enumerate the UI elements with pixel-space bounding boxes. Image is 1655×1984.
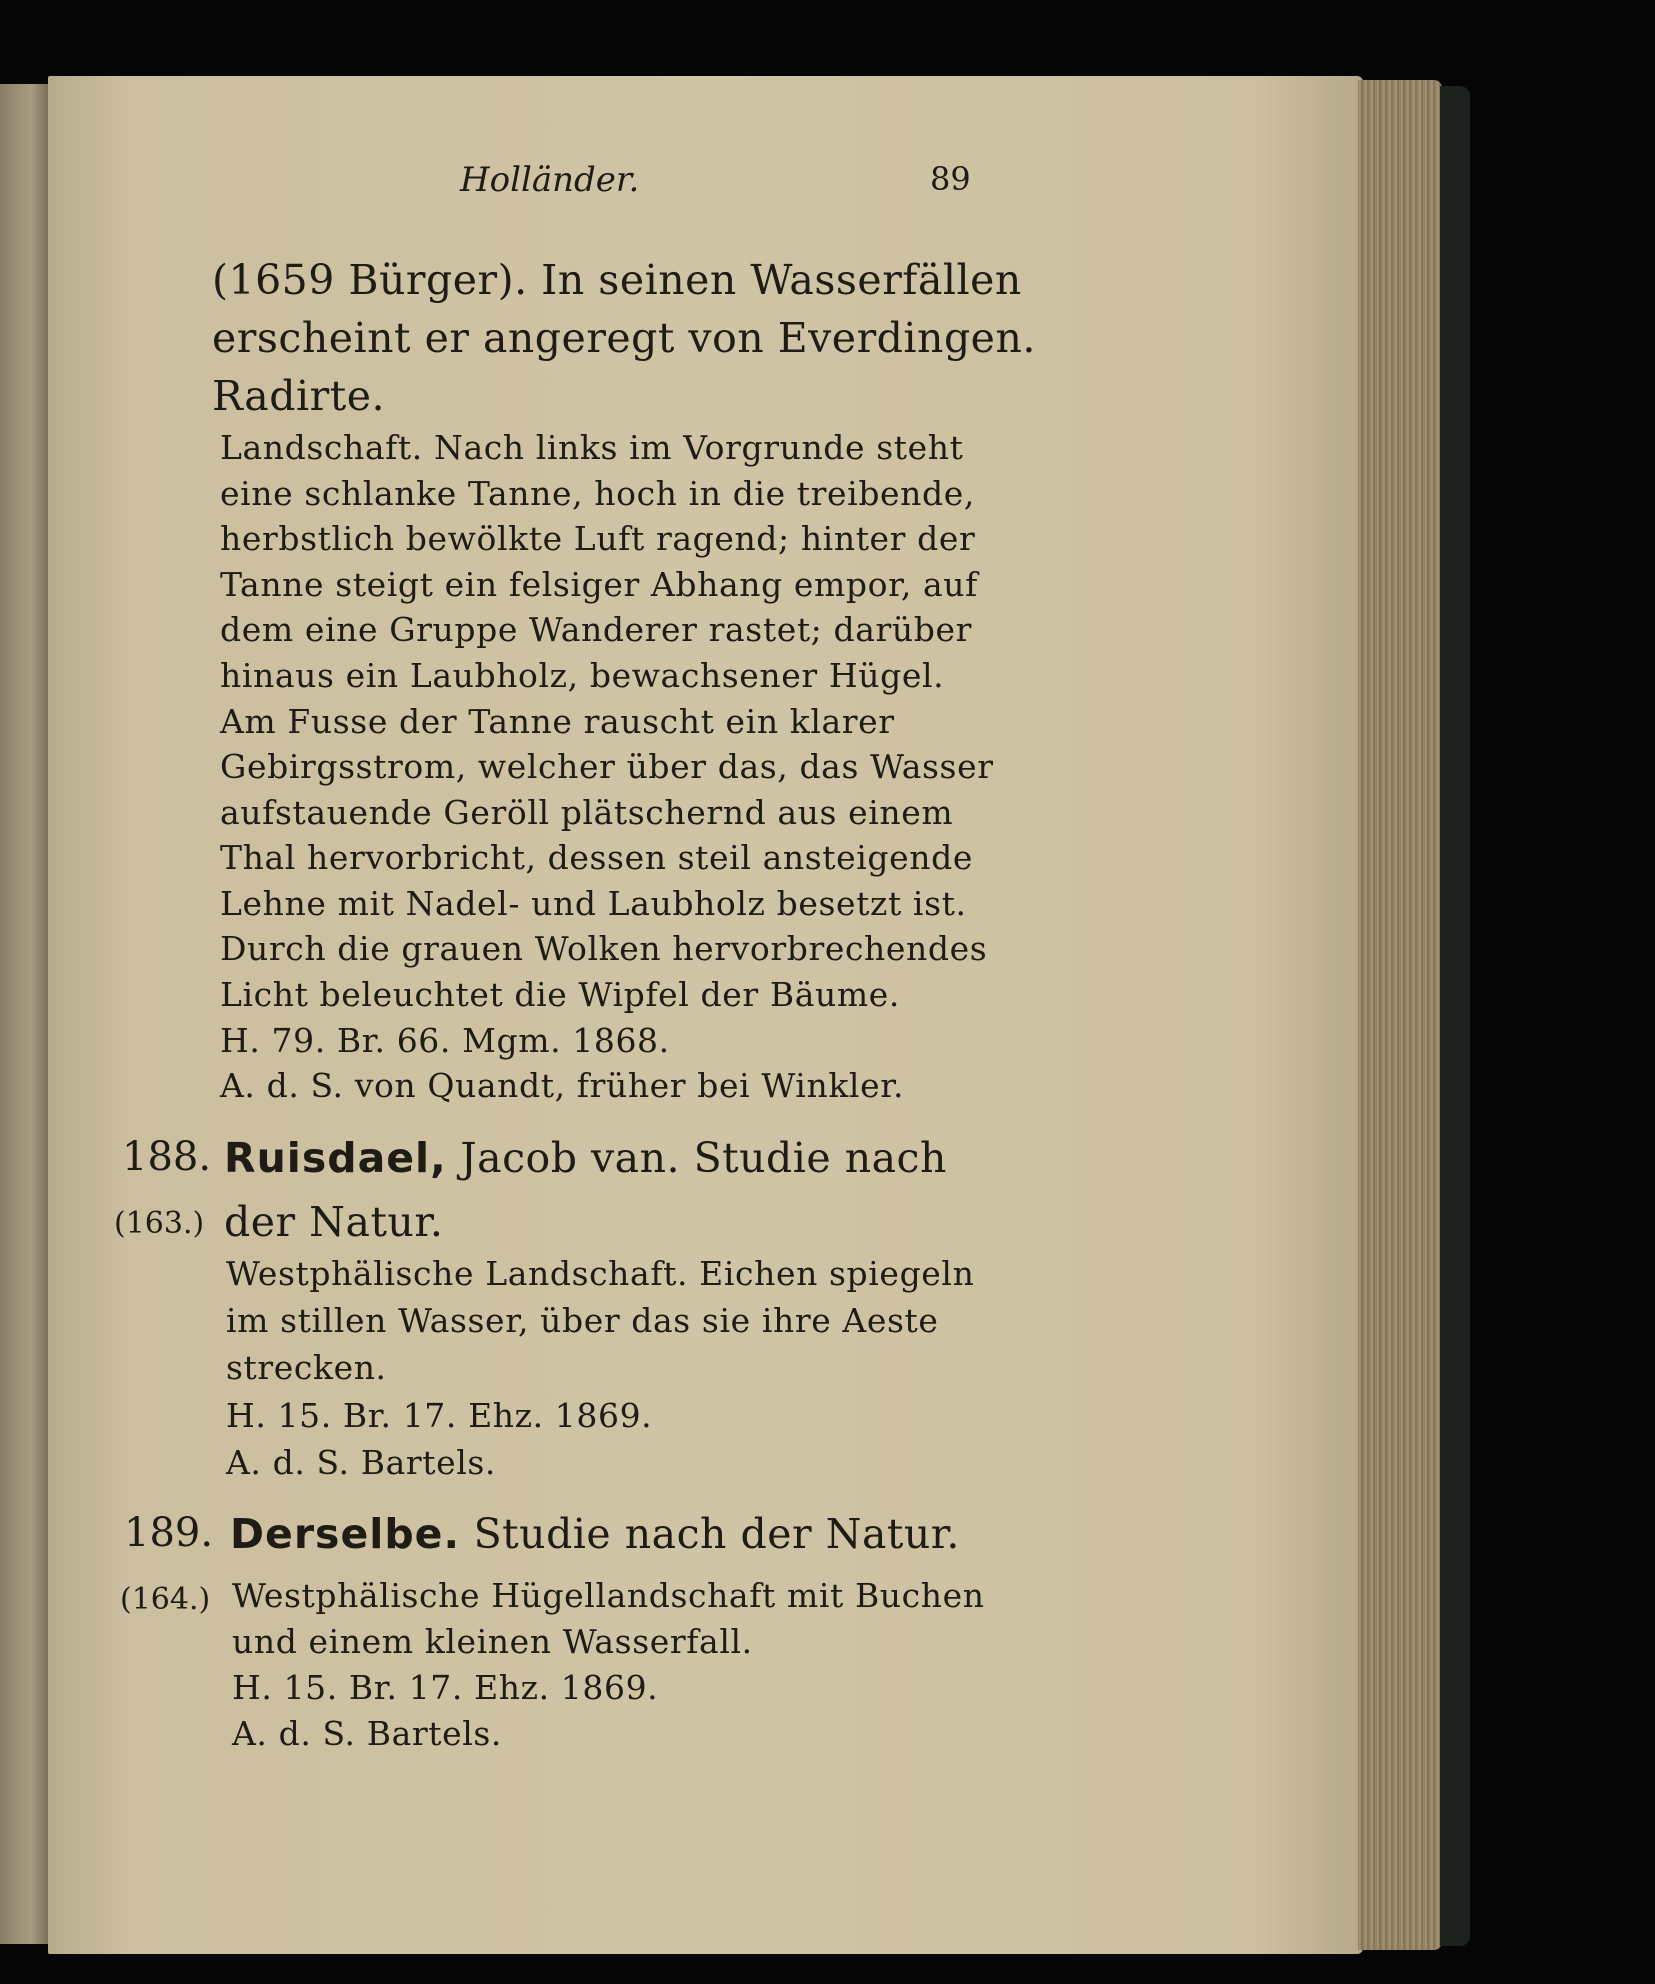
old-catalog-number: (163.)	[114, 1206, 205, 1241]
intro-line: erscheint er angeregt von Everdingen.	[212, 314, 1036, 362]
page-fore-edge	[1358, 80, 1442, 1950]
book-cover-edge	[1440, 86, 1470, 1946]
catalog-number: 188.	[122, 1134, 212, 1180]
description-line: hinaus ein Laubholz, bewachsener Hügel.	[220, 656, 945, 695]
provenance-line: A. d. S. Bartels.	[232, 1714, 502, 1753]
description-line: Am Fusse der Tanne rauscht ein klarer	[220, 702, 895, 741]
old-catalog-number: (164.)	[120, 1582, 211, 1617]
description-line: dem eine Gruppe Wanderer rastet; darüber	[220, 610, 972, 649]
entry-title-line	[230, 1510, 960, 1558]
intro-line: Radirte.	[212, 372, 385, 420]
intro-line: (1659 Bürger). In seinen Wasserfällen	[212, 256, 1022, 304]
description-line: Thal hervorbricht, dessen steil ansteigende	[220, 838, 973, 877]
description-line: Durch die grauen Wolken hervorbrechendes	[220, 929, 988, 968]
description-line: Westphälische Landschaft. Eichen spiegeln	[226, 1254, 975, 1293]
description-line: strecken.	[226, 1348, 387, 1387]
dimensions-line: H. 15. Br. 17. Ehz. 1869.	[232, 1668, 659, 1707]
description-line: Gebirgsstrom, welcher über das, das Wasser	[220, 747, 994, 786]
page-number: 89	[930, 160, 971, 198]
description-line: Landschaft. Nach links im Vorgrunde steht	[220, 428, 964, 467]
entry-title: Jacob van. Studie nach	[446, 1134, 947, 1182]
description-line: im stillen Wasser, über das sie ihre Aeste	[226, 1301, 939, 1340]
description-line: eine schlanke Tanne, hoch in die treibende,	[220, 474, 975, 513]
dimensions-line: H. 79. Br. 66. Mgm. 1868.	[220, 1021, 670, 1060]
catalog-number: 189.	[124, 1510, 214, 1556]
description-line: herbstlich bewölkte Luft ragend; hinter der	[220, 519, 976, 558]
provenance-line: A. d. S. von Quandt, früher bei Winkler.	[220, 1066, 905, 1105]
artist-name: Derselbe.	[230, 1510, 461, 1558]
running-header-title: Holländer.	[460, 160, 640, 200]
provenance-line: A. d. S. Bartels.	[226, 1443, 496, 1482]
description-line: Westphälische Hügellandschaft mit Buchen	[232, 1576, 985, 1615]
description-line: aufstauende Geröll plätschernd aus einem	[220, 793, 954, 832]
entry-title-line: der Natur.	[224, 1198, 444, 1246]
left-page-edge	[0, 84, 52, 1944]
description-line: Lehne mit Nadel- und Laubholz besetzt ist.	[220, 884, 967, 923]
description-line: und einem kleinen Wasserfall.	[232, 1622, 753, 1661]
dimensions-line: H. 15. Br. 17. Ehz. 1869.	[226, 1396, 653, 1435]
description-line: Licht beleuchtet die Wipfel der Bäume.	[220, 975, 900, 1014]
description-line: Tanne steigt ein felsiger Abhang empor, auf	[220, 565, 978, 604]
artist-name: Ruisdael,	[224, 1134, 447, 1182]
entry-title-line	[224, 1134, 947, 1182]
entry-title: Studie nach der Natur.	[460, 1510, 960, 1558]
